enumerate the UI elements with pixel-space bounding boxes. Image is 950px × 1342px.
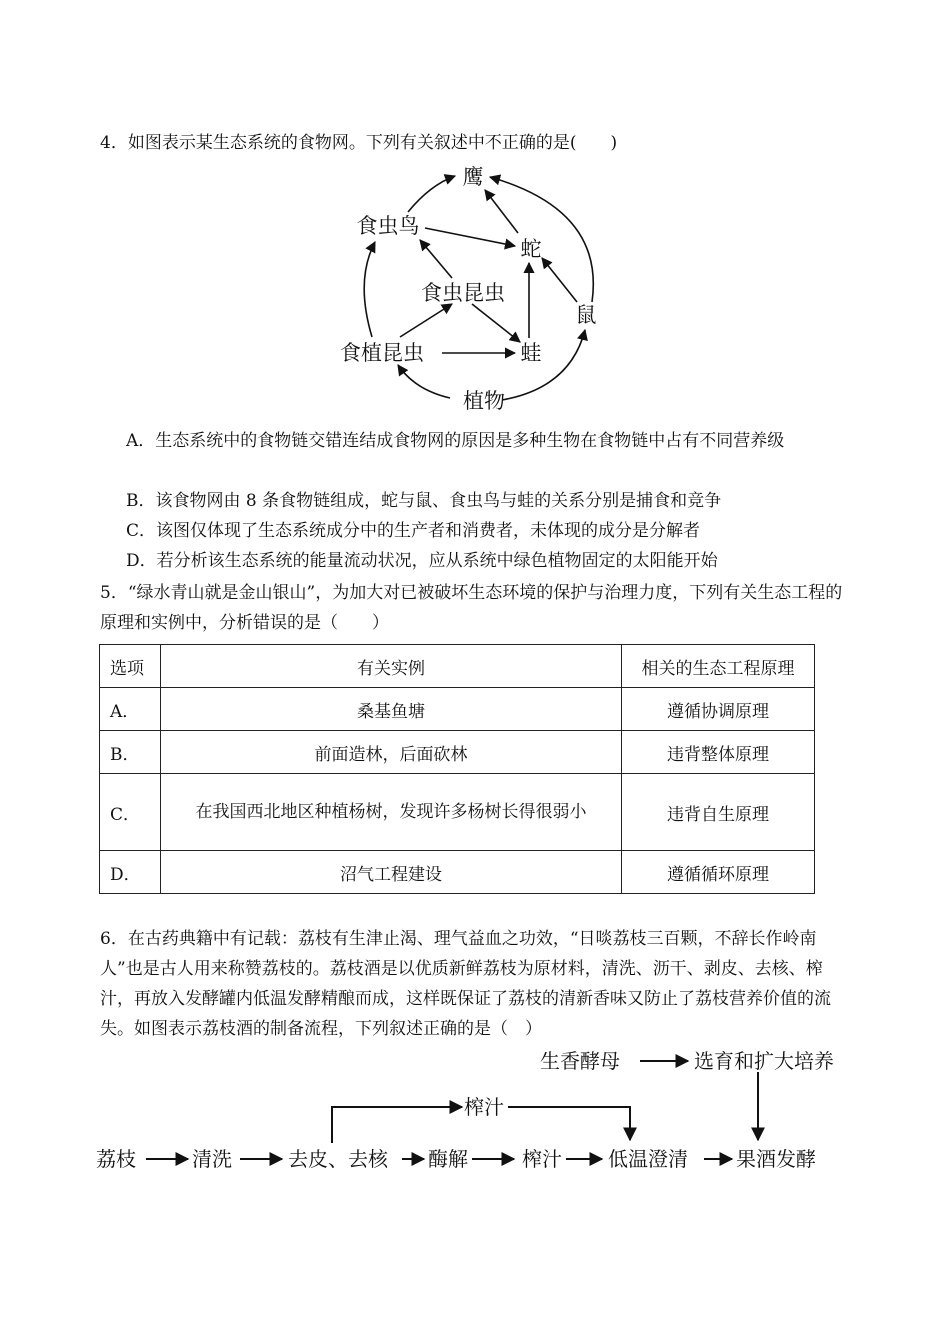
q4-stem: 4．如图表示某生态系统的食物网。下列有关叙述中不正确的是( ) [100,133,618,153]
flow-branch-juice: 榨汁 [464,1095,504,1119]
food-web-diagram [330,160,620,418]
flow-step: 清洗 [192,1147,232,1171]
table-cell: 桑基鱼塘 [161,688,622,731]
q4-option-a: A．生态系统中的食物链交错连结成食物网的原因是多种生物在食物链中占有不同营养级 [126,431,785,451]
table-cell: 在我国西北地区种植杨树，发现许多杨树长得很弱小 [161,774,622,851]
q4-option-b: B．该食物网由 8 条食物链组成，蛇与鼠、食虫鸟与蛙的关系分别是捕食和竞争 [126,491,722,511]
node-plant: 植物 [463,389,505,413]
node-snake: 蛇 [520,237,542,261]
node-bird: 食虫鸟 [356,214,420,238]
table-header: 相关的生态工程原理 [622,645,815,688]
table-header-row [100,645,815,688]
flow-step: 去皮、去核 [288,1147,388,1171]
table-cell: 遵循协调原理 [622,688,815,731]
flow-step: 低温澄清 [608,1147,688,1171]
q5-table [99,644,815,894]
table-row [100,851,815,894]
node-frog: 蛙 [520,341,542,365]
node-eagle: 鹰 [462,165,484,189]
table-cell: A． [100,688,161,731]
table-cell: B． [100,731,161,774]
flow-step: 荔枝 [96,1147,136,1171]
q4-option-c: C．该图仅体现了生态系统成分中的生产者和消费者，未体现的成分是分解者 [126,521,701,541]
q5-stem: 5．“绿水青山就是金山银山”，为加大对已被破坏生态环境的保护与治理力度，下列有关生态工程的原理和实例中，分析错误的是（ ） [100,583,843,633]
q6-stem: 6．在古药典籍中有记载：荔枝有生津止渴、理气益血之功效，“日啖荔枝三百颗，不辞长作岭南人”也是古人用来称赞荔枝的。荔枝酒是以优质新鲜荔枝为原材料，清洗、沥干、剥皮、去核、榨汁，再放入发酵罐内低温发酵精酿而成，这样既保证了荔枝的清新香味又防止了荔枝营养价值的流失。如图表示荔枝酒的制备流程，下列叙述正确的是（ ） [100,929,831,1039]
table-cell: 违背整体原理 [622,731,815,774]
flow-select: 选育和扩大培养 [694,1049,834,1073]
table-cell: 遵循循环原理 [622,851,815,894]
table-row [100,731,815,774]
flow-step: 榨汁 [522,1147,562,1171]
node-insect-eater: 食虫昆虫 [421,281,505,305]
flow-diagram [90,1040,870,1180]
flow-step: 酶解 [428,1147,468,1171]
table-cell: 沼气工程建设 [161,851,622,894]
table-cell: 前面造林，后面砍林 [161,731,622,774]
table-cell: D． [100,851,161,894]
table-header: 选项 [100,645,161,688]
node-herbivore: 食植昆虫 [340,341,424,365]
table-cell: C． [100,774,161,851]
table-row [100,688,815,731]
node-mouse: 鼠 [575,303,597,327]
flow-yeast: 生香酵母 [540,1049,620,1073]
table-row [100,774,815,851]
table-header: 有关实例 [161,645,622,688]
flow-step: 果酒发酵 [736,1147,816,1171]
q4-option-d: D．若分析该生态系统的能量流动状况，应从系统中绿色植物固定的太阳能开始 [126,551,718,571]
table-cell: 违背自生原理 [622,774,815,851]
